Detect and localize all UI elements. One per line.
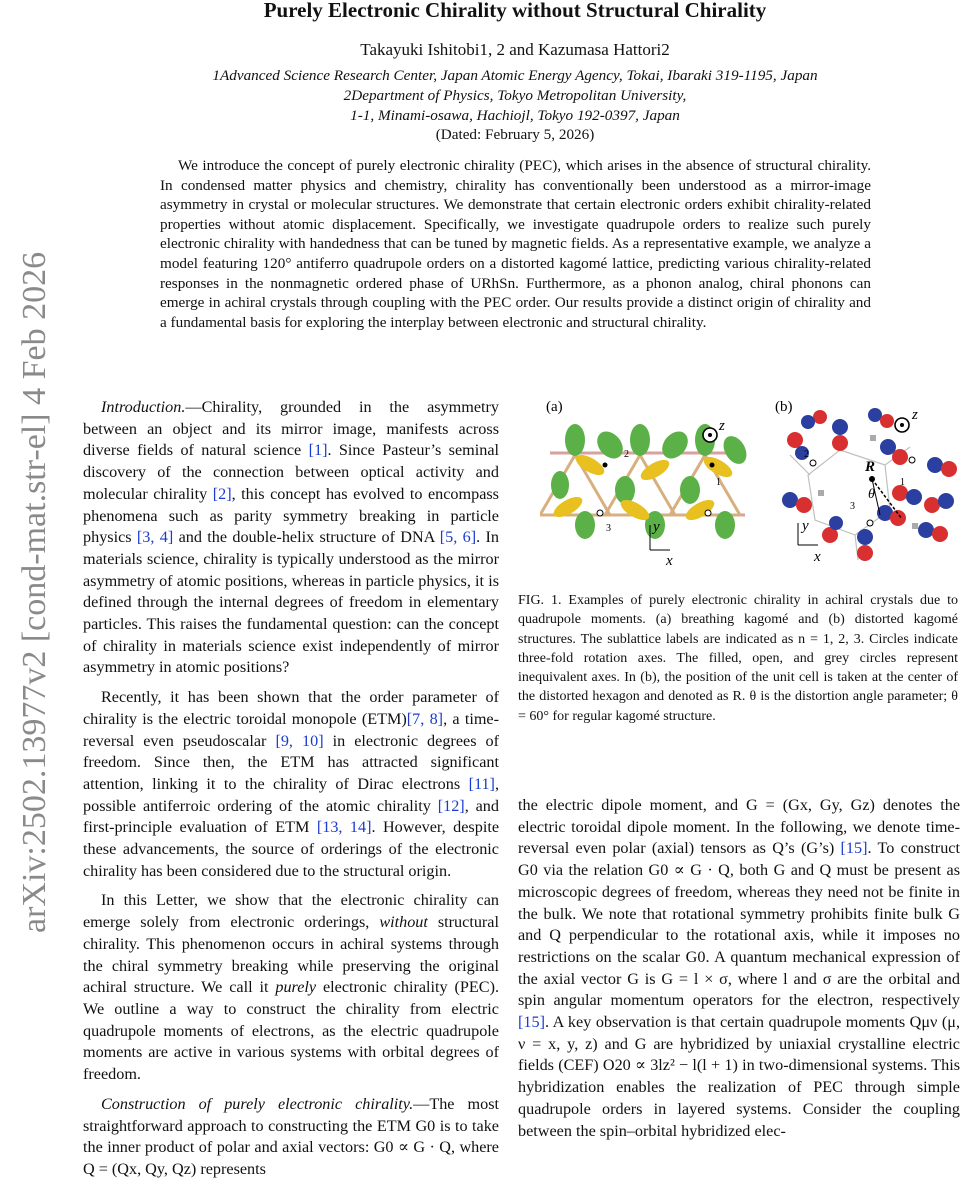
affiliation-3: 1-1, Minami-osawa, Hachiojl, Tokyo 192-0397, Japan	[350, 107, 680, 124]
text: —The most straightforward approach to constructing the ETM G0 is to take the inner product of polar and axial vectors: G0 ∝ G · Q, where Q = (Qx, Qy, Qz) represents	[83, 1094, 499, 1178]
citation-link[interactable]: [15]	[518, 1013, 545, 1032]
text: , this concept has evolved to encompass phenomena such as parity symmetry breaking in particle physics	[83, 484, 499, 547]
quadrupole-orbital	[880, 439, 908, 465]
section-head: Construction of purely electronic chirality.	[101, 1094, 414, 1113]
emphasis: purely	[275, 978, 317, 997]
citation-link[interactable]: [3, 4]	[136, 528, 174, 547]
text: electronic chirality (PEC). We outline a way to construct the chirality from electric quadrupole moments of electrons, as the electric quadrupole moments are active in various systems with orbital degrees of freedom.	[83, 978, 500, 1084]
green-lobe	[575, 511, 595, 539]
text: . In materials science, chirality is typically understood as the mirror asymmetry of atomic positions, whereas in particle physics, it is defined through the internal degrees of freedom in elementary particles. This raises the fundamental question: can the concept of chirality in materials science exist independently of mirror asymmetry in atomic positions?	[83, 528, 499, 677]
paragraph-introduction	[83, 397, 499, 679]
filled-circle	[710, 463, 715, 468]
axis-y-label: y	[802, 518, 809, 534]
distorted-kagome-lattice	[782, 408, 957, 561]
quadrupole-orbital	[857, 529, 873, 561]
panel-a-label: (a)	[546, 399, 563, 415]
sublattice-2-label: 2	[624, 449, 629, 460]
citation-link[interactable]: [11]	[468, 774, 495, 793]
quadrupole-orbital	[832, 419, 848, 451]
text: in electronic degrees of freedom. Since then, the ETM has attracted significant attention, linking it to the chirality of Dirac electrons	[83, 731, 499, 793]
paragraph-this-letter	[83, 890, 499, 1085]
open-circle	[597, 510, 603, 516]
paragraph-construction	[83, 1094, 499, 1181]
text: , possible antiferroic ordering of the atomic chirality	[83, 774, 499, 815]
quadrupole-orbital	[918, 522, 948, 542]
sublattice-1-label: 1	[900, 477, 905, 488]
axis-x-label: x	[666, 553, 673, 569]
text: . To construct G0 via the relation G0 ∝ G · Q, both G and Q must be present as microscopic degrees of freedom, whereas they need not be finite in the bulk. We note that rotational symmetry prohibits finite bulk G and Q perpendicular to the rotational axis, while it imposes no restrictions on the scalar G0. A quantum mechanical expression of the axial vector G is G = l × σ, where l and σ are the orbital and spin angular momentum operators for the electron, respectively	[518, 839, 960, 1010]
citation-link[interactable]: [13, 14]	[316, 818, 372, 837]
green-lobe	[565, 424, 585, 456]
z-axis-symbol	[703, 428, 717, 442]
citation-link[interactable]: [5, 6]	[439, 528, 477, 547]
unit-cell-R-label: R	[865, 459, 876, 475]
left-column	[83, 397, 499, 1181]
green-lobe	[680, 476, 700, 504]
affiliation-2: 2Department of Physics, Tokyo Metropolitan University,	[343, 87, 687, 104]
text: . However, despite these advancements, the source of orderings of the electronic chirality has been considered due to the structural origin.	[83, 818, 500, 880]
paragraph-continued	[518, 795, 960, 1142]
axis-y-label: y	[653, 519, 660, 535]
open-circle	[867, 520, 873, 526]
open-circle	[705, 510, 711, 516]
arxiv-watermark: arXiv:2502.13977v2 [cond-mat.str-el] 4 Feb 2026	[16, 251, 53, 933]
quadrupole-orbital	[868, 408, 894, 428]
text: the electric dipole moment, and G = (Gx, Gy, Gz) denotes the electric toroidal dipole moment. In the following, we denote time-reversal even polar (axial) tensors as Q’s (G’s)	[518, 796, 960, 858]
citation-link[interactable]: [9, 10]	[275, 731, 324, 750]
filled-circle	[603, 463, 608, 468]
text: Recently, it has been shown that the order parameter of chirality is the electric toroidal monopole (ETM)	[83, 688, 499, 728]
citation-link[interactable]: [2]	[212, 484, 232, 503]
paragraph-recently	[83, 687, 499, 882]
axis-z-label: z	[912, 407, 918, 423]
quadrupole-orbital	[927, 457, 957, 477]
citation-link[interactable]: [1]	[308, 441, 328, 460]
text: . Since Pasteur’s seminal discovery of the connection between optical activity and molecular chirality	[83, 441, 499, 503]
green-lobe	[630, 424, 650, 456]
text: , and first-principle evaluation of ETM	[83, 796, 499, 837]
grey-square	[818, 490, 824, 496]
abstract: We introduce the concept of purely electronic chirality (PEC), which arises in the absence of structural chirality. In condensed matter physics and chemistry, chirality has conventionally been understood as a mirror-image asymmetry in crystal or molecular structures. We demonstrate that certain electronic orders exhibit chirality-related properties without atomic displacement. Specifically, we investigate quadrupole orders to realize such purely electronic chirality with handedness that can be tuned by magnetic fields. As a representative example, we analyze a model featuring 120° antiferro quadrupole orders on a distorted kagomé lattice, predicting various chirality-related responses in the nonmagnetic ordered phase of URhSn. Furthermore, as a phonon analog, chiral phonons can emerge in achiral crystals through coupling with the PEC order. Our results provide a distinct origin of chirality and a fundamental basis for exploring the interplay between electronic and structural chirality.	[160, 157, 871, 331]
theta-label: θ	[868, 487, 875, 502]
affiliation-1: 1Advanced Science Research Center, Japan Atomic Energy Agency, Tokai, Ibaraki 319-1195, Japan	[212, 67, 818, 84]
paper-title: Purely Electronic Chirality without Structural Chirality	[263, 0, 767, 22]
quadrupole-orbital	[877, 505, 906, 526]
quadrupole-orbital	[801, 410, 827, 429]
grey-square	[912, 523, 918, 529]
open-circle	[810, 460, 816, 466]
text: , a time-reversal even pseudoscalar	[83, 709, 499, 750]
sublattice-1-label: 1	[716, 477, 721, 488]
authors: Takayuki Ishitobi1, 2 and Kazumasa Hattori2	[360, 40, 670, 59]
text: . A key observation is that certain quadrupole moments Qμν (μ, ν = x, y, z) and G are hybridized by uniaxial crystalline electric fields (CEF) O20 ∝ 3lz² − l(l + 1) in two-dimensional systems. This hybridization enables the realization of PEC through simple quadrupole orders in layered systems. Consider the coupling between the spin–orbital hybridized elec-	[518, 1013, 960, 1140]
sublattice-2-label: 2	[804, 449, 809, 460]
sublattice-3-label: 3	[606, 523, 611, 534]
quadrupole-orbital	[782, 492, 812, 513]
citation-link[interactable]: [15]	[840, 839, 868, 858]
sublattice-3-label: 3	[850, 501, 855, 512]
axis-z-label: z	[719, 418, 725, 434]
green-lobe	[657, 426, 693, 463]
right-column	[518, 795, 960, 1142]
green-lobe	[551, 471, 569, 499]
quadrupole-orbital	[924, 493, 954, 513]
figure-caption: FIG. 1. Examples of purely electronic chirality in achiral crystals due to quadrupole moments. (a) breathing kagomé and (b) distorted kagomé structures. The sublattice labels are indicated as n = 1, 2, 3. Circles indicate three-fold rotation axes. The filled, open, and grey circles represent inequivalent axes. In (b), the position of the unit cell is taken at the center of the distorted hexagon and denoted as R. θ is the distortion angle parameter; θ = 60° for regular kagomé structure.	[518, 593, 958, 724]
figure-1	[540, 395, 965, 575]
green-lobe	[715, 511, 735, 539]
panel-b-label: (b)	[775, 399, 793, 415]
quadrupole-orbital	[892, 485, 922, 505]
citation-link[interactable]: [12]	[437, 796, 465, 815]
grey-square	[870, 435, 876, 441]
citation-link[interactable]: [7, 8]	[406, 709, 444, 728]
text: —Chirality, grounded in the asymmetry between an object and its mirror image, manifests across diverse fields of natural science	[83, 398, 499, 460]
green-lobe	[592, 426, 628, 463]
open-circle	[909, 457, 915, 463]
text: and the double-helix structure of DNA	[173, 528, 440, 547]
axis-x-label: x	[814, 549, 821, 565]
emphasis: without	[379, 913, 428, 932]
z-axis-symbol	[895, 418, 909, 432]
green-lobe	[615, 476, 635, 504]
text: In this Letter, we show that the electronic chirality can emerge solely from electronic orderings,	[83, 891, 499, 932]
section-head: Introduction.	[101, 398, 186, 416]
date-line: (Dated: February 5, 2026)	[435, 126, 595, 143]
text: structural chirality. This phenomenon occurs in achiral systems through the chiral symmetry breaking while preserving the original achiral structure. We call it	[83, 913, 499, 997]
